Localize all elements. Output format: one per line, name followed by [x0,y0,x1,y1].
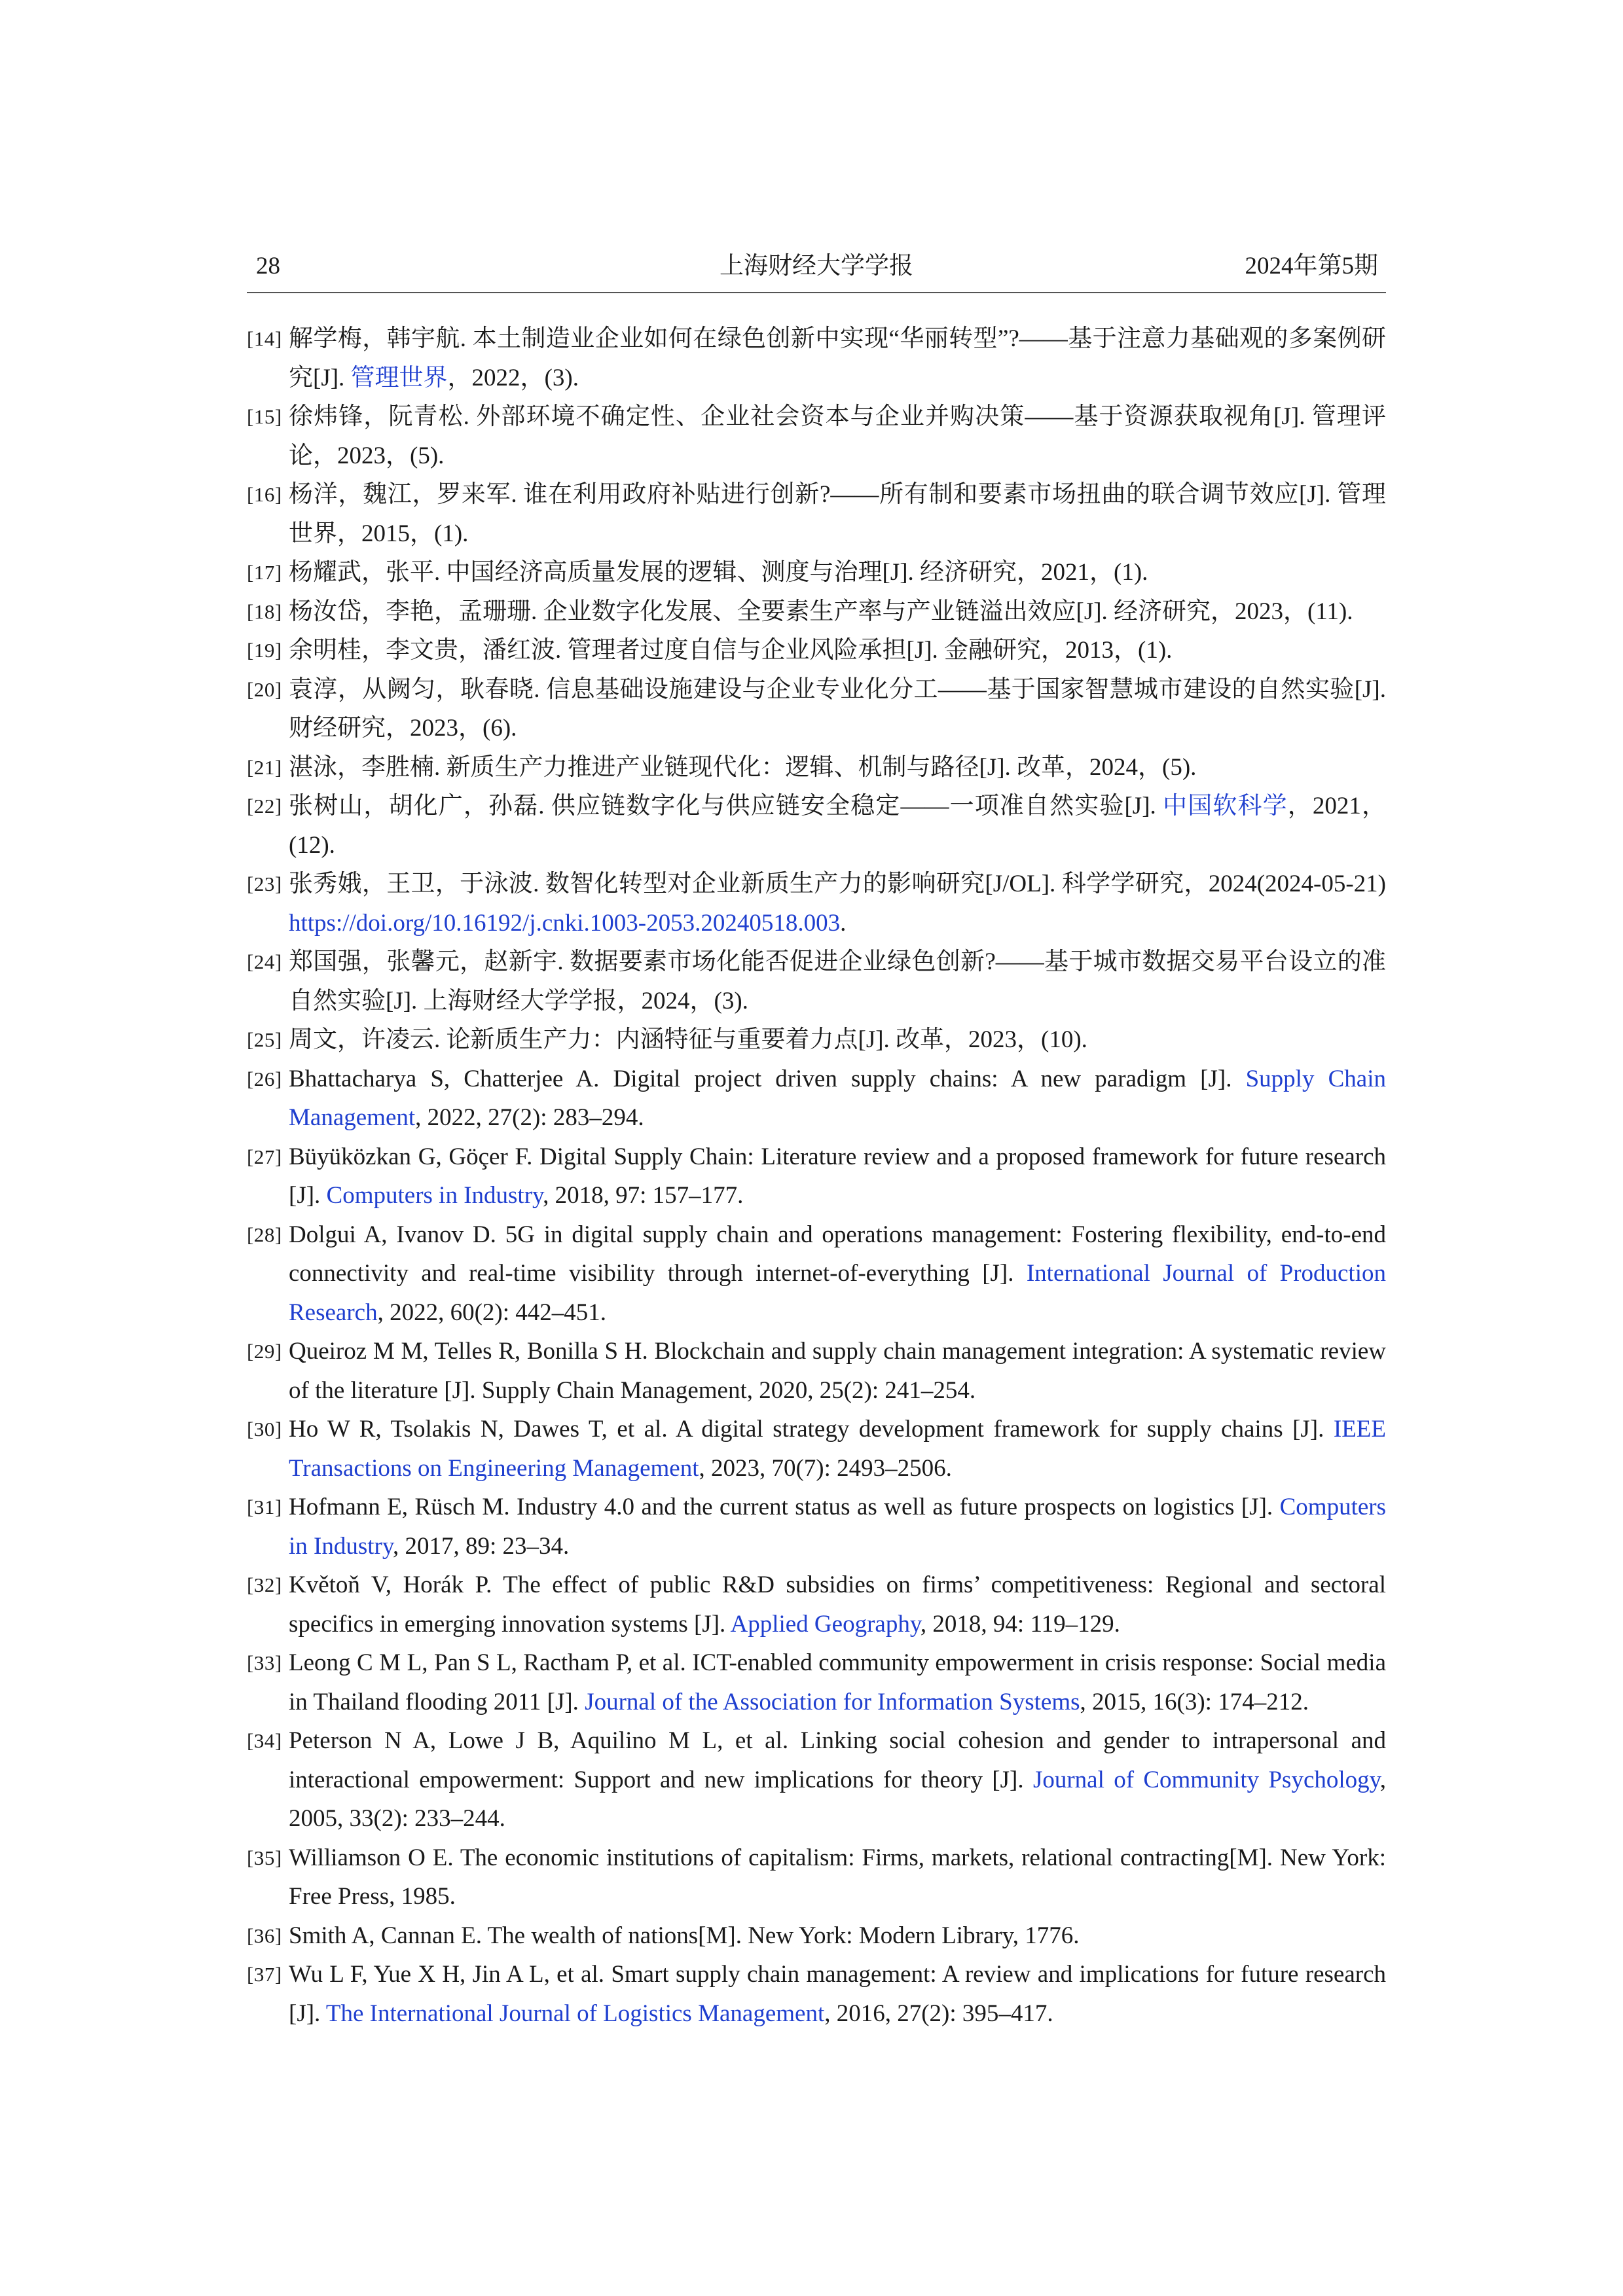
reference-item [247,1566,1386,1643]
reference-segment: . [840,909,847,937]
reference-segment: , 2023, 70(7): 2493–2506. [699,1454,952,1482]
reference-number: [33] [247,1651,282,1674]
reference-item [247,592,1386,632]
reference-item [247,631,1386,670]
reference-item [247,397,1386,475]
reference-text [289,748,1386,787]
reference-segment: Queiroz M M, Telles R, Bonilla S H. Blockchain and supply chain management integration: A systematic review of the literature [J]. Supply Chain Management, 2020, 25(2): 241–254. [289,1338,1386,1404]
reference-segment: , 2018, 97: 157–177. [543,1182,744,1209]
reference-segment: , 2022, 27(2): 283–294. [415,1104,644,1131]
reference-segment: Smith A, Cannan E. The wealth of nations[M]. New York: Modern Library, 1776. [289,1922,1080,1949]
reference-link[interactable]: https://doi.org/10.16192/j.cnki.1003-2053.20240518.003 [289,909,841,937]
reference-segment: ，2021，(12). [289,793,1387,859]
reference-text [289,631,1386,670]
reference-segment: , 2016, 27(2): 395–417. [824,2000,1053,2027]
reference-number: [35] [247,1846,282,1869]
reference-segment: , 2015, 16(3): 174–212. [1080,1688,1309,1715]
reference-text [289,1332,1386,1410]
reference-link[interactable]: Supply Chain Management [289,1065,1386,1131]
reference-item [247,1955,1386,2033]
reference-number: [36] [247,1924,282,1947]
reference-text [289,319,1386,397]
issue-label: 2024年第5期 [1245,253,1378,279]
reference-segment: 解学梅，韩宇航. 本土制造业企业如何在绿色创新中实现“华丽转型”?——基于注意力基础观的多案例研究[J]. [289,325,1386,391]
reference-text [289,1020,1386,1060]
reference-item [247,787,1386,865]
reference-number: [26] [247,1067,282,1090]
reference-link[interactable]: International Journal of Production Research [289,1260,1386,1326]
reference-number: [25] [247,1028,282,1051]
reference-segment: Dolgui A, Ivanov D. 5G in digital supply chain and operations management: Fostering flexibility, end-to-end connectivity and real-time visibility through internet-of-everything [J]. [289,1221,1386,1287]
reference-segment: Květoň V, Horák P. The effect of public R&D subsidies on firms’ competitiveness: Regional and sectoral specifics in emerging innovation systems [J]. [289,1571,1386,1638]
reference-text [289,1566,1386,1643]
reference-number: [34] [247,1729,282,1752]
reference-item [247,1916,1386,1956]
reference-segment: Hofmann E, Rüsch M. Industry 4.0 and the current status as well as future prospects on logistics [J]. [289,1494,1280,1520]
reference-segment: , 2022, 60(2): 442–451. [377,1299,607,1326]
reference-text [289,592,1386,632]
reference-number: [29] [247,1340,282,1363]
reference-segment: Leong C M L, Pan S L, Ractham P, et al. ICT-enabled community empowerment in crisis response: Social media in Thailand flooding 2011 [J]. [289,1649,1386,1715]
reference-number: [15] [247,405,282,428]
page-number: 28 [256,253,280,279]
reference-segment: 张树山，胡化广，孙磊. 供应链数字化与供应链安全稳定——一项准自然实验[J]. [289,793,1163,819]
reference-item [247,1410,1386,1488]
reference-link[interactable]: Computers in Industry [326,1182,543,1209]
reference-number: [14] [247,327,282,350]
reference-text [289,1643,1386,1721]
journal-title: 上海财经大学学报 [720,253,913,279]
running-header [247,245,1386,291]
reference-link[interactable]: Computers in Industry [289,1494,1386,1560]
reference-link[interactable]: Journal of the Association for Information Systems [585,1688,1080,1715]
reference-text [289,1410,1386,1488]
reference-item [247,1332,1386,1410]
reference-segment: , 2005, 33(2): 233–244. [289,1766,1386,1832]
reference-segment: 张秀娥，王卫，于泳波. 数智化转型对企业新质生产力的影响研究[J/OL]. 科学学研究，2024(2024-05-21) [289,870,1386,897]
reference-link[interactable]: The International Journal of Logistics Management [325,2000,825,2027]
reference-item [247,1020,1386,1060]
reference-number: [27] [247,1145,282,1168]
reference-number: [31] [247,1496,282,1518]
reference-number: [30] [247,1418,282,1441]
reference-segment: Büyüközkan G, Göçer F. Digital Supply Chain: Literature review and a proposed framework for future research [J]. [289,1143,1386,1209]
reference-segment: 徐炜锋，阮青松. 外部环境不确定性、企业社会资本与企业并购决策——基于资源获取视角[J]. 管理评论，2023，(5). [289,403,1386,469]
reference-link[interactable]: Applied Geography [730,1610,921,1638]
reference-link[interactable]: Journal of Community Psychology [1032,1766,1380,1793]
reference-text [289,1721,1386,1839]
reference-item [247,1488,1386,1566]
reference-number: [23] [247,872,282,895]
reference-number: [17] [247,561,282,584]
reference-text [289,942,1386,1020]
reference-segment: , 2018, 94: 119–129. [920,1610,1120,1638]
reference-text [289,1488,1386,1566]
reference-segment: Williamson O E. The economic institutions of capitalism: Firms, markets, relational contracting[M]. New York: Free Press, 1985. [289,1844,1386,1910]
reference-segment: ，2022，(3). [447,364,579,391]
reference-segment: Bhattacharya S, Chatterjee A. Digital project driven supply chains: A new paradigm [J]. [289,1065,1246,1092]
reference-text [289,1138,1386,1215]
reference-item [247,553,1386,592]
reference-item [247,865,1386,942]
reference-item [247,1138,1386,1215]
reference-segment: 杨汝岱，李艳，孟珊珊. 企业数字化发展、全要素生产率与产业链溢出效应[J]. 经济研究，2023，(11). [289,598,1353,625]
reference-text [289,787,1386,865]
reference-item [247,670,1386,748]
reference-segment: 杨耀武，张平. 中国经济高质量发展的逻辑、测度与治理[J]. 经济研究，2021，(1). [289,559,1148,586]
reference-text [289,1060,1386,1138]
reference-segment: 郑国强，张馨元，赵新宇. 数据要素市场化能否促进企业绿色创新?——基于城市数据交易平台设立的准自然实验[J]. 上海财经大学学报，2024，(3). [289,948,1386,1014]
reference-number: [18] [247,600,282,623]
reference-item [247,475,1386,553]
reference-segment: 余明桂，李文贵，潘红波. 管理者过度自信与企业风险承担[J]. 金融研究，2013，(1). [289,637,1173,664]
reference-link[interactable]: IEEE Transactions on Engineering Management [289,1416,1386,1482]
reference-item [247,319,1386,397]
reference-number: [21] [247,755,282,779]
reference-number: [22] [247,795,282,817]
reference-text [289,1916,1386,1956]
reference-text [289,1839,1386,1916]
header-rule [247,292,1386,293]
reference-segment: 袁淳，从阙匀，耿春晓. 信息基础设施建设与企业专业化分工——基于国家智慧城市建设的自然实验[J]. 财经研究，2023，(6). [289,675,1386,742]
reference-text [289,475,1386,553]
reference-number: [32] [247,1573,282,1596]
reference-segment: 周文，许凌云. 论新质生产力：内涵特征与重要着力点[J]. 改革，2023，(10). [289,1026,1087,1053]
reference-item [247,1839,1386,1916]
reference-segment: 杨洋，魏江，罗来军. 谁在利用政府补贴进行创新?——所有制和要素市场扭曲的联合调节效应[J]. 管理世界，2015，(1). [289,481,1386,547]
reference-number: [28] [247,1223,282,1246]
reference-number: [20] [247,677,282,701]
reference-item [247,1643,1386,1721]
reference-segment: Ho W R, Tsolakis N, Dawes T, et al. A digital strategy development framework for supply chains [J]. [289,1416,1334,1443]
reference-segment: , 2017, 89: 23–34. [392,1532,570,1560]
reference-text [289,553,1386,592]
reference-text [289,1215,1386,1333]
reference-text [289,1955,1386,2033]
reference-text [289,397,1386,475]
reference-number: [24] [247,950,282,973]
reference-text [289,865,1386,942]
reference-item [247,748,1386,787]
reference-segment: Wu L F, Yue X H, Jin A L, et al. Smart supply chain management: A review and implications for future research [J]. [289,1961,1386,2027]
reference-text [289,670,1386,748]
reference-link[interactable]: 管理世界 [350,364,448,391]
reference-item [247,942,1386,1020]
reference-list [247,319,1386,2033]
reference-link[interactable]: 中国软科学 [1163,793,1288,819]
reference-item [247,1215,1386,1333]
reference-item [247,1060,1386,1138]
reference-item [247,1721,1386,1839]
reference-segment: 湛泳，李胜楠. 新质生产力推进产业链现代化：逻辑、机制与路径[J]. 改革，2024，(5). [289,753,1197,781]
reference-number: [37] [247,1963,282,1986]
reference-number: [19] [247,639,282,662]
reference-segment: Peterson N A, Lowe J B, Aquilino M L, et al. Linking social cohesion and gender to intrapersonal and interactional empowerment: Support and new implications for theory [J]. [289,1727,1386,1793]
reference-number: [16] [247,483,282,506]
